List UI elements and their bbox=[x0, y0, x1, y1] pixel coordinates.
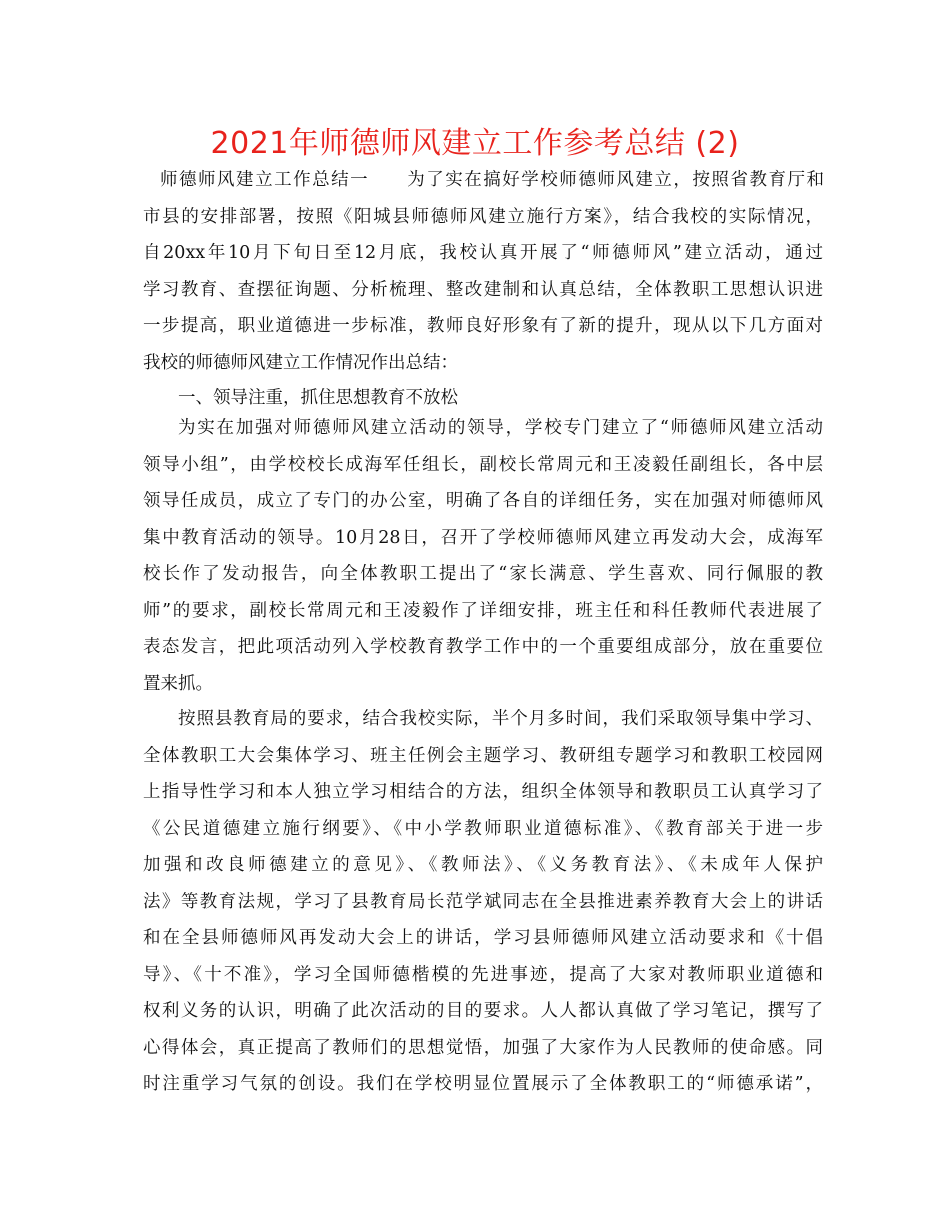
paragraph-line: 上指导性学习和本人独立学习相结合的方法，组织全体领导和教职员工认真学习了 bbox=[143, 782, 823, 802]
paragraph-line: 和在全县师德师风再发动大会上的讲话，学习县师德师风建立活动要求和《十倡 bbox=[143, 928, 823, 948]
paragraph-line: 市县的安排部署，按照《阳城县师德师风建立施行方案》，结合我校的实际情况， bbox=[143, 207, 823, 227]
paragraph-line: 加强和改良师德建立的意见》、《教师法》、《义务教育法》、《未成年人保护 bbox=[143, 855, 823, 875]
paragraph-line: 我校的师德师风建立工作情况作出总结： bbox=[143, 353, 458, 373]
paragraph-line: 置来抓。 bbox=[143, 674, 213, 694]
paragraph-line: 为实在加强对师德师风建立活动的领导，学校专门建立了“师德师风建立活动 bbox=[178, 418, 823, 438]
paragraph-line: 心得体会，真正提高了教师们的思想觉悟，加强了大家作为人民教师的使命感。同 bbox=[143, 1038, 823, 1058]
paragraph-line: 全体教职工大会集体学习、班主任例会主题学习、教研组专题学习和教职工校园网 bbox=[143, 746, 823, 766]
paragraph-line: 校长作了发动报告，向全体教职工提出了“家长满意、学生喜欢、同行佩服的教 bbox=[143, 564, 823, 584]
paragraph-line: 师”的要求，副校长常周元和王凌毅作了详细安排，班主任和科任教师代表进展了 bbox=[143, 601, 823, 621]
paragraph-line: 表态发言，把此项活动列入学校教育教学工作中的一个重要组成部分，放在重要位 bbox=[143, 637, 823, 657]
paragraph-line: 权利义务的认识，明确了此次活动的目的要求。人人都认真做了学习笔记，撰写了 bbox=[143, 1001, 823, 1021]
paragraph-line: 一步提高，职业道德进一步标准，教师良好形象有了新的提升，现从以下几方面对 bbox=[143, 316, 823, 336]
paragraph-line: 时注重学习气氛的创设。我们在学校明显位置展示了全体教职工的“师德承诺”， bbox=[143, 1074, 823, 1094]
paragraph-line: 按照县教育局的要求，结合我校实际，半个月多时间，我们采取领导集中学习、 bbox=[178, 709, 823, 729]
paragraph-line: 学习教育、查摆征询题、分析梳理、整改建制和认真总结，全体教职工思想认识进 bbox=[143, 280, 823, 300]
paragraph-line: 师德师风建立工作总结一 为了实在搞好学校师德师风建立，按照省教育厅和 bbox=[160, 170, 824, 190]
paragraph-line: 《公民道德建立施行纲要》、《中小学教师职业道德标准》、《教育部关于进一步 bbox=[143, 819, 823, 839]
paragraph-line: 领导小组”，由学校校长成海军任组长，副校长常周元和王凌毅任副组长，各中层 bbox=[143, 455, 823, 475]
paragraph-line: 导》、《十不准》，学习全国师德楷模的先进事迹，提高了大家对教师职业道德和 bbox=[143, 965, 823, 985]
document-title: 2021年师德师风建立工作参考总结 (2) bbox=[210, 126, 740, 161]
paragraph-line: 集中教育活动的领导。10月28日，召开了学校师德师风建立再发动大会，成海军 bbox=[143, 528, 823, 548]
paragraph-line: 法》等教育法规，学习了县教育局长范学斌同志在全县推进素养教育大会上的讲话 bbox=[143, 892, 823, 912]
paragraph-line: 领导任成员，成立了专门的办公室，明确了各自的详细任务，实在加强对师德师风 bbox=[143, 491, 823, 511]
section-heading: 一、领导注重，抓住思想教育不放松 bbox=[178, 388, 458, 408]
paragraph-line: 自20xx年10月下旬日至12月底，我校认真开展了“师德师风”建立活动，通过 bbox=[143, 243, 823, 263]
